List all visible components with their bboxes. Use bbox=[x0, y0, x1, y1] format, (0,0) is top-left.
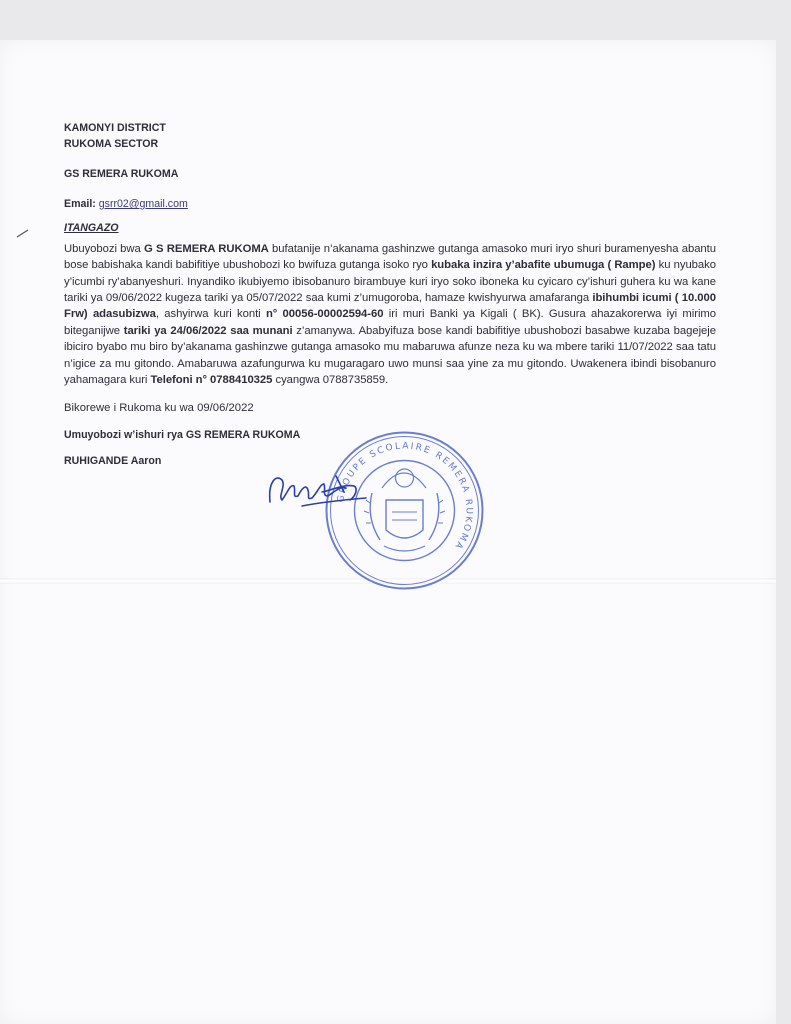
notice-title: ITANGAZO bbox=[64, 222, 119, 235]
place-date: Bikorewe i Rukoma ku wa 09/06/2022 bbox=[64, 402, 254, 415]
signatory-title: Umuyobozi w’ishuri rya GS REMERA RUKOMA bbox=[64, 428, 301, 441]
notice-paragraph: Ubuyobozi bwa G S REMERA RUKOMA bufatanije n’akanama gashinzwe gutanga amasoko muri iryo shuri buramenyesha abantu bose babishaka kandi babifitiye ubushobozi ko bwifuza gutanga isoko ryo kubaka inzira y’abafite ubumuga ( Rampe) ku nyubako y’icumbi ry’abanyeshuri. Inyandiko ikubiyemo ibisobanuro birambuye kuri iryo soko iboneka ku cyicaro cy’ishuri guhera ku wa kane tariki ya 09/06/2022 kugeza tariki ya 05/07/2022 saa kumi z’umugoroba, hamaze kwishyurwa amafaranga ibihumbi icumi ( 10.000 Frw) adasubizwa, ashyirwa kuri konti n° 00056-00002594-60 iri muri Banki ya Kigali ( BK). Gusura ahazakorerwa iyi mirimo biteganijwe tariki ya 24/06/2022 saa munani z’amanywa. Ababyifuza bose kandi babifitiye ubushobozi basabwe kuzaba bagejeje ibiciro byabo mu biro by’akanama gashinzwe gutanga amasoko mu mabaruwa afunze neza ku wa mbere tariki 11/07/2022 saa tatu n’igice za mu gitondo. Amabaruwa azafungurwa ku mugaragaro uwo munsi saa yine za mu gitondo. Uwakenera ibindi bisobanuro yahamagara kuri Telefoni n° 0788410325 cyangwa 0788735859. bbox=[64, 242, 717, 387]
email-label: Email: bbox=[64, 198, 96, 210]
school-heading: GS REMERA RUKOMA bbox=[64, 168, 179, 180]
stamp-ring-text: GROUPE SCOLAIRE REMERA RUKOMA bbox=[335, 441, 474, 552]
district-heading: KAMONYI DISTRICT bbox=[64, 122, 166, 134]
email-address: gsrr02@gmail.com bbox=[98, 198, 188, 210]
handwritten-signature bbox=[262, 462, 372, 522]
signatory-name: RUHIGANDE Aaron bbox=[64, 454, 162, 467]
document-body bbox=[64, 120, 716, 469]
pen-mark bbox=[16, 228, 30, 238]
email-line bbox=[64, 196, 716, 212]
sector-heading: RUKOMA SECTOR bbox=[64, 138, 159, 150]
